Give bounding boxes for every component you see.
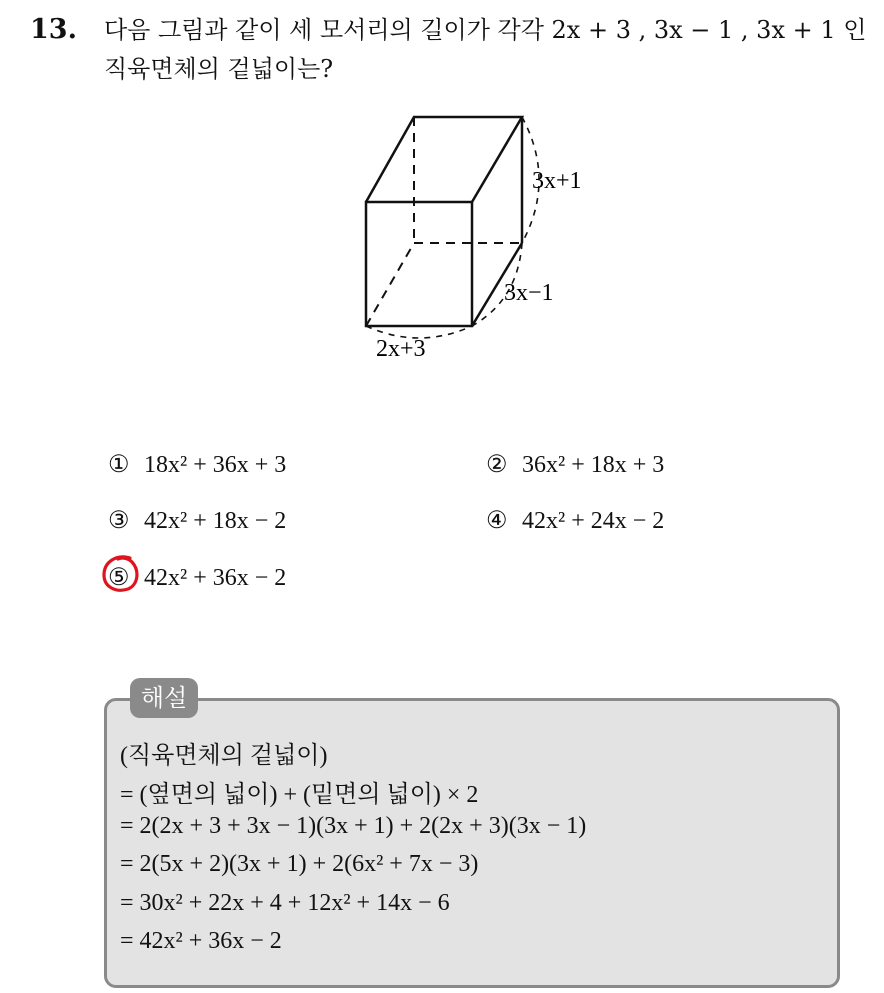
choice-1[interactable] [108,450,286,479]
solution-line-3: = 2(2x + 3 + 3x − 1)(3x + 1) + 2(2x + 3)(3x − 1) [120,813,587,839]
solution-line-5: = 30x² + 22x + 4 + 12x² + 14x − 6 [120,890,450,916]
question-text-line2: 직육면체의 겉넓이는? [104,55,334,83]
front-face [366,202,472,326]
choice-1-mark: ① [108,450,130,478]
solution-line-4: = 2(5x + 2)(3x + 1) + 2(6x² + 7x − 3) [120,851,479,877]
choice-4-mark: ④ [486,506,508,534]
choice-3[interactable] [108,506,286,535]
top-face [366,117,522,202]
choice-2[interactable] [486,450,664,479]
choice-5-mark: ⑤ [108,563,130,591]
choice-3-expr: 42x² + 18x − 2 [144,508,287,534]
choice-1-expr: 18x² + 36x + 3 [144,452,287,478]
cuboid-figure [355,110,615,370]
label-width: 2x+3 [376,336,426,362]
label-height: 3x+1 [532,168,582,194]
solution-line-1: (직육면체의 겉넓이) [120,743,328,769]
label-depth: 3x−1 [504,280,554,306]
question-text-line1: 다음 그림과 같이 세 모서리의 길이가 각각 2x + 3 , 3x − 1 , 3x + 1 인 [104,16,867,44]
solution-line-2: = (옆면의 넓이) + (밑면의 넓이) × 2 [120,782,479,808]
answer-circle-icon [100,553,142,595]
question-number: 13. [30,14,77,45]
choice-2-mark: ② [486,450,508,478]
choice-5-expr: 42x² + 36x − 2 [144,565,287,591]
solution-tab: 해설 [130,678,198,718]
solution-line-6: = 42x² + 36x − 2 [120,928,282,954]
choice-4-expr: 42x² + 24x − 2 [522,508,665,534]
choice-2-expr: 36x² + 18x + 3 [522,452,665,478]
choice-4[interactable] [486,506,664,535]
choice-3-mark: ③ [108,506,130,534]
